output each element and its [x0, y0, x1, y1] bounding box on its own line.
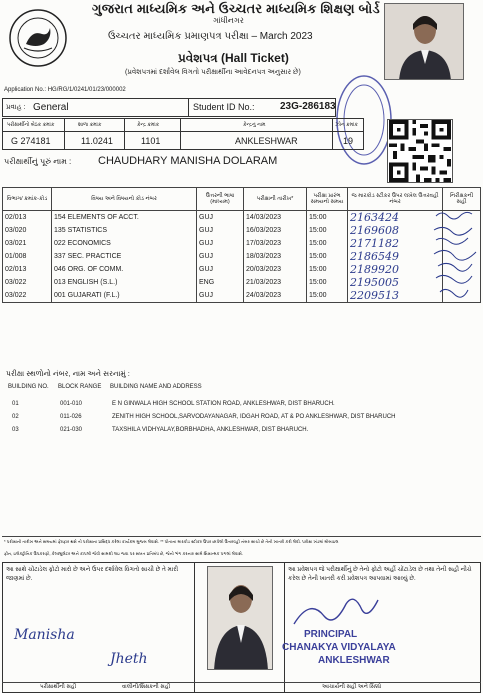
student-name-value: CHAUDHARY MANISHA DOLARAM	[98, 155, 278, 167]
seat-number-header: પરીક્ષાર્થીનો બેઠક ક્રમાંક	[7, 122, 55, 128]
table-row	[3, 224, 481, 237]
notes-divider	[2, 536, 481, 537]
answer-sheet-number: 2171182	[348, 237, 443, 250]
subject-name: 154 ELEMENTS OF ACCT.	[52, 211, 197, 225]
building-address: ZENITH HIGH SCHOOL,SARVODAYANAGAR, IDGAH ROAD, AT & PO ANKLESHWAR, DIST BHARUCH	[112, 414, 396, 420]
signature-label-divider	[2, 682, 481, 683]
centre-number-header: કેન્દ્ર ક્રમાંક	[137, 122, 160, 128]
exam-title: ઉચ્ચતર માધ્યમિક પ્રમાણપત્ર પરીક્ષા – March 2023	[108, 31, 313, 42]
table-row	[3, 237, 481, 250]
note-line-2: ફોન, ઇલેક્ટ્રોનિક ઉપકરણો, કેલ્ક્યુલેટર અને કાપલી જેવી સામગ્રી લઇ જવા પર સખત પ્રતિબંધ છે, જેનો ભંગ કરનાર સામે શિક્ષાત્મક પગલાં લેવાશે.	[4, 551, 243, 556]
building-number: 01	[12, 401, 19, 407]
subject-name: 022 ECONOMICS	[52, 237, 197, 250]
candidate-signature: Manisha	[14, 627, 75, 643]
student-id-label: Student ID No.:	[193, 102, 255, 112]
block-range: 011-026	[60, 414, 82, 420]
subject-date: 20/03/2023	[244, 263, 307, 276]
application-number: Application No.: HG/RG/1/0241/01/23/000002	[4, 87, 126, 93]
candidate-photo-top	[384, 3, 464, 80]
building-address-header: BUILDING NAME AND ADDRESS	[110, 384, 202, 390]
block-range-header: BLOCK RANGE	[58, 384, 102, 390]
subject-date: 24/03/2023	[244, 289, 307, 303]
candidate-signature-label: પરીક્ષાર્થીની સહી	[40, 684, 77, 690]
stamp-city: ANKLESHWAR	[318, 655, 390, 666]
zone-number-header: ઝોન ક્રમાંક	[335, 122, 358, 128]
school-number-value: 11.0241	[81, 136, 113, 146]
subject-date: 14/03/2023	[244, 211, 307, 225]
subject-code: 02/013	[3, 211, 52, 225]
subject-medium: GUJ	[197, 211, 244, 225]
col-header-subject: વિષય અને વિષયનો કોડ નંબર	[52, 188, 197, 211]
student-id-value: 23G-286183	[280, 101, 336, 112]
subject-date: 18/03/2023	[244, 250, 307, 263]
block-range: 021-030	[60, 427, 83, 433]
subject-code: 02/013	[3, 263, 52, 276]
principal-signature-label: આચાર્યની સહી અને સિક્કો	[322, 684, 382, 690]
candidate-declaration: આ સાથે ચોંટાડેલ ફોટો મારો છે અને ઉપર દર્શાવેલ વિગતો સાચી છે તે મારી જાણમાં છે.	[6, 567, 179, 582]
subject-time: 15:00	[307, 289, 348, 303]
subject-medium: GUJ	[197, 263, 244, 276]
subject-code: 03/020	[3, 224, 52, 237]
subject-time: 15:00	[307, 224, 348, 237]
subject-medium: GUJ	[197, 237, 244, 250]
centre-name-header: કેન્દ્રનું નામ	[243, 122, 266, 128]
table-row	[3, 263, 481, 276]
stream-row	[2, 98, 336, 117]
subject-medium: GUJ	[197, 250, 244, 263]
subject-code: 03/021	[3, 237, 52, 250]
document-title: પ્રવેશપત્ર (Hall Ticket)	[178, 51, 289, 65]
subject-medium: GUJ	[197, 224, 244, 237]
table-row	[3, 250, 481, 263]
subject-time: 15:00	[307, 263, 348, 276]
subject-name: 046 ORG. OF COMM.	[52, 263, 197, 276]
subject-time: 15:00	[307, 276, 348, 289]
building-address: E N GINWALA HIGH SCHOOL STATION ROAD, ANKLESHWAR, DIST BHARUCH.	[112, 401, 335, 407]
subject-name: 013 ENGLISH (S.L.)	[52, 276, 197, 289]
stream-label: પ્રવાહ :	[6, 104, 26, 111]
building-section-title: પરીક્ષા સ્થળોનો નંબર, નામ અને સરનામું :	[6, 369, 130, 378]
seat-number-value: G 274181	[11, 136, 51, 146]
parent-signature-label: વાલીની/શિક્ષકની સહી	[122, 684, 171, 690]
subject-time: 15:00	[307, 211, 348, 225]
subject-medium: GUJ	[197, 289, 244, 303]
col-header-time: પરીક્ષા પ્રારંભ સમયનો સમય	[307, 188, 348, 211]
table-row	[3, 211, 481, 225]
note-line-1: * પરીક્ષાની તારીખ અને સમયમાં ફેરફાર થશે તો પરીક્ષાના પ્રસિદ્ધ કરેલા કાર્યક્રમ મુજબ લેવાશે. ** પોતાના મારકોડ સ્ટીકર ઉપર છાપેલો ઉત્તરવહી નંબર સાચો છે તેની ખાતરી કરી લેવી. પરીક્ષા ખંડમાં મોબાઇલ	[4, 539, 339, 544]
col-header-date: પરીક્ષાની તારીખ*	[244, 188, 307, 211]
table-row	[3, 276, 481, 289]
invigilator-signatures-scribble	[432, 210, 480, 302]
building-no-header: BUILDING NO.	[8, 384, 49, 390]
answer-sheet-number: 2209513	[348, 289, 443, 303]
subject-time: 15:00	[307, 250, 348, 263]
answer-sheet-number: 2195005	[348, 276, 443, 289]
subject-time: 15:00	[307, 237, 348, 250]
board-logo-icon	[8, 8, 68, 68]
document-subtitle: (પ્રવેશપત્રમાં દર્શાવેલ વિગતો પરીક્ષાર્થીના આવેદનપત્ર અનુસાર છે)	[125, 69, 301, 76]
zone-number-value: 19	[343, 136, 354, 146]
candidate-photo-bottom	[207, 566, 273, 670]
block-range: 001-010	[60, 401, 83, 407]
stamp-principal: PRINCIPAL	[304, 629, 358, 640]
subject-code: 03/022	[3, 276, 52, 289]
board-name: ગુજરાત માધ્યમિક અને ઉચ્ચતર માધ્યમિક શિક્ષણ બોર્ડ	[92, 1, 380, 16]
school-number-header: શાળા ક્રમાંક	[78, 122, 102, 128]
subject-date: 21/03/2023	[244, 276, 307, 289]
answer-sheet-number: 2189920	[348, 263, 443, 276]
seat-info-table	[2, 118, 364, 150]
building-number: 03	[12, 427, 19, 433]
answer-sheet-number: 2186549	[348, 250, 443, 263]
subject-medium: ENG	[197, 276, 244, 289]
principal-signature-scribble	[290, 590, 380, 630]
stamp-school: CHANAKYA VIDYALAYA	[282, 642, 396, 653]
centre-number-value: 1101	[141, 136, 161, 146]
stream-value: General	[33, 102, 69, 113]
student-name-label: પરીક્ષાર્થીનું પૂરું નામ :	[4, 157, 72, 166]
centre-name-value: ANKLESHWAR	[235, 136, 298, 146]
answer-sheet-number: 2163424	[348, 211, 443, 225]
subjects-header-row	[3, 188, 481, 211]
subjects-table	[2, 187, 481, 303]
answer-sheet-number: 2169608	[348, 224, 443, 237]
subject-name: 135 STATISTICS	[52, 224, 197, 237]
col-header-invigilator: નિરીક્ષકની સહી	[443, 188, 481, 211]
building-number: 02	[12, 414, 19, 420]
subject-date: 16/03/2023	[244, 224, 307, 237]
col-header-code: વિભાગ/ ક્રમાંક-કોડ	[3, 188, 52, 211]
board-city: ગાંધીનગર	[213, 16, 244, 25]
subject-date: 17/03/2023	[244, 237, 307, 250]
table-row	[3, 289, 481, 303]
qr-code	[387, 119, 453, 183]
building-address: TAXSHILA VIDHYALAY,BORBHADHA, ANKLESHWAR, DIST BHARUCH.	[112, 427, 309, 433]
principal-declaration: આ પ્રવેશપત્ર જે પરીક્ષાર્થીનું છે તેનો ફોટો અહીં ચોંટાડેલ છે તથા તેની સહી નીચે કરેલ છે તેની ખાતરી કરી પ્રવેશપત્ર આપવામાં આવ્યું છે.	[288, 567, 472, 582]
subject-code: 03/022	[3, 289, 52, 303]
col-header-medium: ઉત્તરની ભાષા (માધ્યમ)	[197, 188, 244, 211]
subject-code: 01/008	[3, 250, 52, 263]
subject-name: 001 GUJARATI (F.L.)	[52, 289, 197, 303]
parent-signature: Jheth	[110, 651, 148, 667]
subject-name: 337 SEC. PRACTICE	[52, 250, 197, 263]
col-header-answer-no: જ મારકોડ સ્ટીકર ઉપર લખેલ ઉત્તરવહી નંબર	[348, 188, 443, 211]
